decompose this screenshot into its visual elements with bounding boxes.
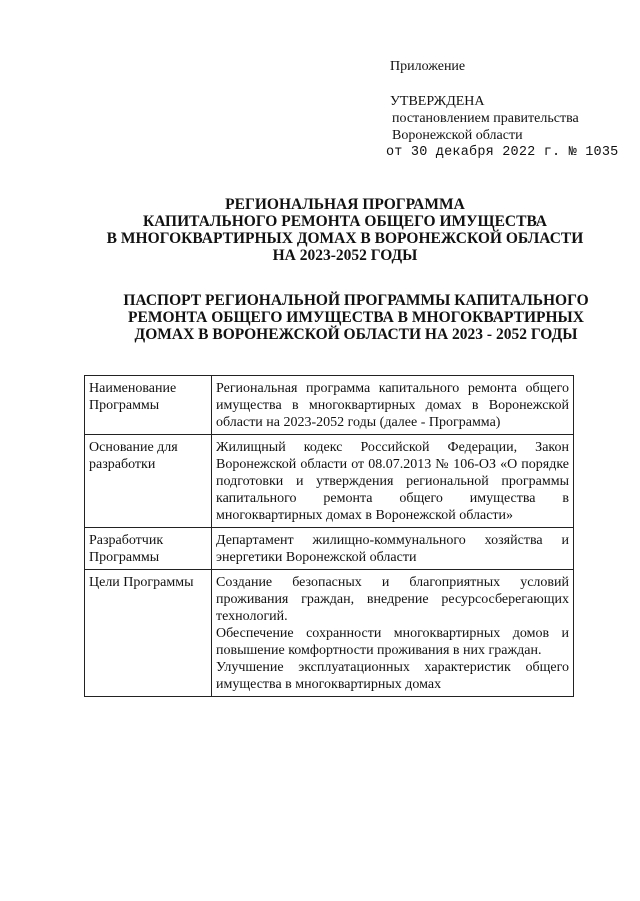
row-value: Жилищный кодекс Российской Федерации, Закон Воронежской области от 08.07.2013 № 106-ОЗ «О порядке подготовки и утверждения региональной программы капитального ремонта общего имущества в многоквартирных домах в Воронежской области» <box>212 435 574 528</box>
row-value: Департамент жилищно-коммунального хозяйства и энергетики Воронежской области <box>212 528 574 570</box>
program-title-line-3: В МНОГОКВАРТИРНЫХ ДОМАХ В ВОРОНЕЖСКОЙ ОБЛАСТИ <box>106 230 584 247</box>
row-label: Наименование Программы <box>85 376 212 435</box>
approval-line-1: постановлением правительства <box>392 111 579 126</box>
annex-label: Приложение <box>390 59 466 74</box>
row-label: Основание для разработки <box>85 435 212 528</box>
passport-heading <box>96 292 616 343</box>
row-value-goals <box>212 570 574 697</box>
program-title-line-4: НА 2023-2052 ГОДЫ <box>272 247 418 264</box>
program-title-line-1: РЕГИОНАЛЬНАЯ ПРОГРАММА <box>225 196 465 213</box>
table-row <box>85 435 574 528</box>
passport-table <box>84 375 574 697</box>
row-value: Региональная программа капитального ремонта общего имущества в многоквартирных домах в Воронежской области на 2023-2052 годы (далее - Программа) <box>212 376 574 435</box>
program-title <box>80 196 610 264</box>
table-row <box>85 528 574 570</box>
goal-item: Создание безопасных и благоприятных условий проживания граждан, внедрение ресурсосберегающих технологий. <box>216 575 569 624</box>
approval-line-2: Воронежской области <box>392 128 523 143</box>
row-label: Разработчик Программы <box>85 528 212 570</box>
table-row <box>85 570 574 697</box>
table-row <box>85 376 574 435</box>
passport-heading-line-3: ДОМАХ В ВОРОНЕЖСКОЙ ОБЛАСТИ НА 2023 - 2052 ГОДЫ <box>134 326 578 343</box>
row-label: Цели Программы <box>85 570 212 697</box>
goal-item: Улучшение эксплуатационных характеристик общего имущества в многоквартирных домах <box>216 660 569 692</box>
goal-item: Обеспечение сохранности многоквартирных домов и повышение комфортности проживания в них граждан. <box>216 626 569 658</box>
passport-heading-line-1: ПАСПОРТ РЕГИОНАЛЬНОЙ ПРОГРАММЫ КАПИТАЛЬНОГО <box>123 292 589 309</box>
program-title-line-2: КАПИТАЛЬНОГО РЕМОНТА ОБЩЕГО ИМУЩЕСТВА <box>143 213 547 230</box>
approval-block <box>386 58 618 161</box>
passport-heading-line-2: РЕМОНТА ОБЩЕГО ИМУЩЕСТВА В МНОГОКВАРТИРНЫХ <box>128 309 584 326</box>
approval-date-stamp: от 30 декабря 2022 г. № 1035 <box>386 145 619 160</box>
approved-label: УТВЕРЖДЕНА <box>390 94 485 109</box>
